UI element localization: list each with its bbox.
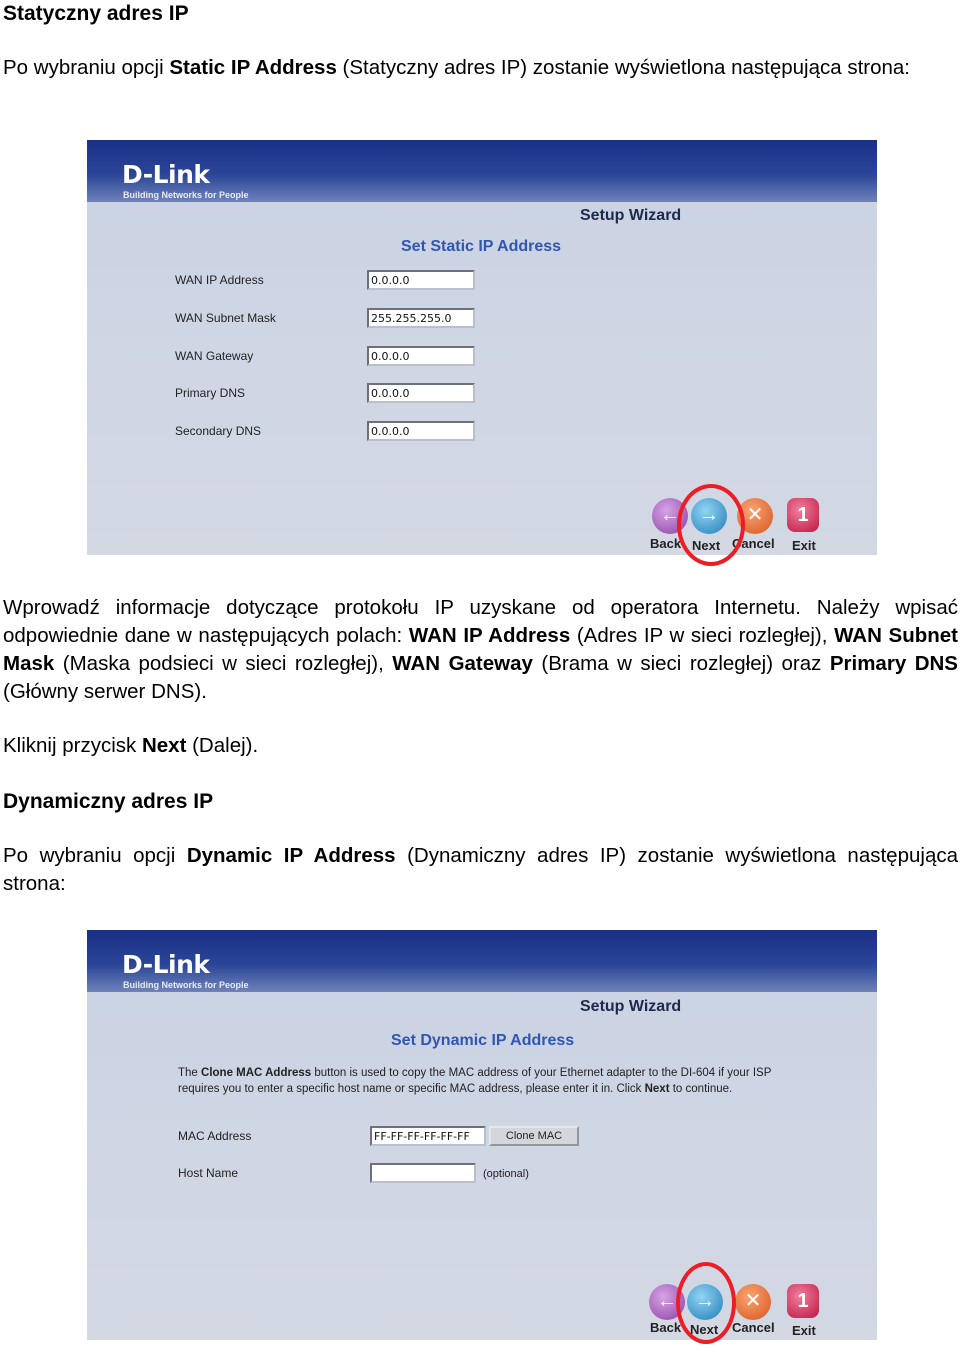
back-button-label: Back bbox=[650, 1320, 682, 1335]
heading-dynamic-ip: Dynamiczny adres IP bbox=[3, 790, 214, 813]
back-button-label: Back bbox=[650, 536, 682, 551]
mac-address-input[interactable]: FF-FF-FF-FF-FF-FF bbox=[370, 1126, 486, 1146]
screenshot-static-ip bbox=[87, 140, 877, 555]
intro-static-ip bbox=[3, 54, 958, 82]
primary-dns-label: Primary DNS bbox=[175, 386, 246, 400]
heading-static-ip: Statyczny adres IP bbox=[3, 2, 189, 25]
text: (Maska podsieci w sieci rozległej), bbox=[54, 652, 393, 675]
cancel-x-icon[interactable]: ✕ bbox=[737, 498, 773, 534]
intro-dynamic-ip bbox=[3, 842, 958, 898]
cancel-button-label: Cancel bbox=[732, 536, 775, 551]
wan-gateway-input[interactable]: 0.0.0.0 bbox=[367, 346, 475, 366]
instructions-paragraph bbox=[3, 594, 958, 706]
field-name-bold: Primary DNS bbox=[829, 652, 958, 675]
exit-button-label: Exit bbox=[792, 538, 816, 553]
wan-subnet-label: WAN Subnet Mask bbox=[175, 311, 276, 325]
text: (Brama w sieci rozległej) oraz bbox=[532, 652, 830, 675]
next-highlight-circle bbox=[676, 1262, 736, 1344]
secondary-dns-input[interactable]: 0.0.0.0 bbox=[367, 421, 475, 441]
next-bold: Next bbox=[141, 734, 187, 757]
next-button-label: Next bbox=[690, 1322, 719, 1337]
secondary-dns-label: Secondary DNS bbox=[175, 424, 262, 438]
setup-wizard-title: Setup Wizard bbox=[580, 998, 682, 1015]
bold-text: Next bbox=[644, 1083, 670, 1095]
screenshot-dynamic-ip bbox=[87, 930, 877, 1340]
text: (Adres IP w sieci rozległej), bbox=[570, 624, 835, 647]
optional-note: (optional) bbox=[483, 1168, 529, 1180]
back-arrow-icon[interactable]: ← bbox=[649, 1284, 685, 1320]
set-dynamic-ip-title: Set Dynamic IP Address bbox=[391, 1032, 575, 1049]
mac-address-label: MAC Address bbox=[178, 1129, 252, 1143]
text: Kliknij przycisk bbox=[3, 734, 142, 757]
exit-button-label: Exit bbox=[792, 1323, 816, 1338]
click-next-paragraph bbox=[3, 732, 958, 760]
exit-door-icon[interactable]: 1 bbox=[787, 1284, 819, 1318]
back-arrow-icon[interactable]: ← bbox=[652, 498, 688, 534]
wan-gateway-label: WAN Gateway bbox=[175, 349, 254, 363]
dlink-logo: D-Link bbox=[122, 160, 210, 189]
intro-text: (Dynamiczny adres IP) zostanie wyświetlona następująca strona: bbox=[3, 844, 958, 895]
text: button is used to copy the MAC address of your Ethernet adapter to the DI-604 if your ISP requires you to enter a specific host name or specific MAC address, please enter it in. Click bbox=[178, 1067, 772, 1095]
next-button-label: Next bbox=[692, 538, 721, 553]
dlink-tagline: Building Networks for People bbox=[123, 980, 249, 990]
primary-dns-input[interactable]: 0.0.0.0 bbox=[367, 383, 475, 403]
wan-ip-label: WAN IP Address bbox=[175, 273, 264, 287]
next-arrow-icon[interactable]: → bbox=[687, 1284, 723, 1320]
setup-wizard-title: Setup Wizard bbox=[580, 207, 682, 224]
intro-bold-option: Dynamic IP Address bbox=[186, 844, 396, 867]
intro-text: Po wybraniu opcji bbox=[3, 844, 187, 867]
intro-text: Po wybraniu opcji bbox=[3, 56, 170, 79]
field-name-bold: WAN Gateway bbox=[392, 652, 533, 675]
bold-text: Clone MAC Address bbox=[201, 1067, 312, 1079]
next-highlight-circle bbox=[677, 484, 745, 566]
dlink-logo: D-Link bbox=[122, 950, 210, 979]
host-name-label: Host Name bbox=[178, 1166, 239, 1180]
wan-ip-input[interactable]: 0.0.0.0 bbox=[367, 270, 475, 290]
host-name-input[interactable] bbox=[370, 1163, 476, 1183]
intro-bold-option: Static IP Address bbox=[169, 56, 337, 79]
clone-mac-button[interactable]: Clone MAC bbox=[489, 1126, 579, 1146]
text: (Dalej). bbox=[186, 734, 259, 757]
cancel-button-label: Cancel bbox=[732, 1320, 775, 1335]
text: (Główny serwer DNS). bbox=[3, 680, 207, 703]
field-name-bold: WAN IP Address bbox=[408, 624, 571, 647]
intro-text: (Statyczny adres IP) zostanie wyświetlona następująca strona: bbox=[336, 56, 910, 79]
text: to continue. bbox=[669, 1083, 733, 1095]
exit-door-icon[interactable]: 1 bbox=[787, 498, 819, 532]
cancel-x-icon[interactable]: ✕ bbox=[735, 1284, 771, 1320]
text: Wprowadź informacje dotyczące protokołu IP uzyskane od operatora Internetu. Należy wpisać odpowiednie dane w następujących polach: bbox=[3, 596, 958, 647]
text: The bbox=[178, 1067, 202, 1079]
clone-mac-description bbox=[178, 1065, 788, 1097]
field-name-bold: WAN Subnet Mask bbox=[3, 624, 958, 675]
set-static-ip-title: Set Static IP Address bbox=[401, 238, 562, 255]
wan-subnet-input[interactable]: 255.255.255.0 bbox=[367, 308, 475, 328]
dlink-tagline: Building Networks for People bbox=[123, 190, 249, 200]
next-arrow-icon[interactable]: → bbox=[691, 498, 727, 534]
